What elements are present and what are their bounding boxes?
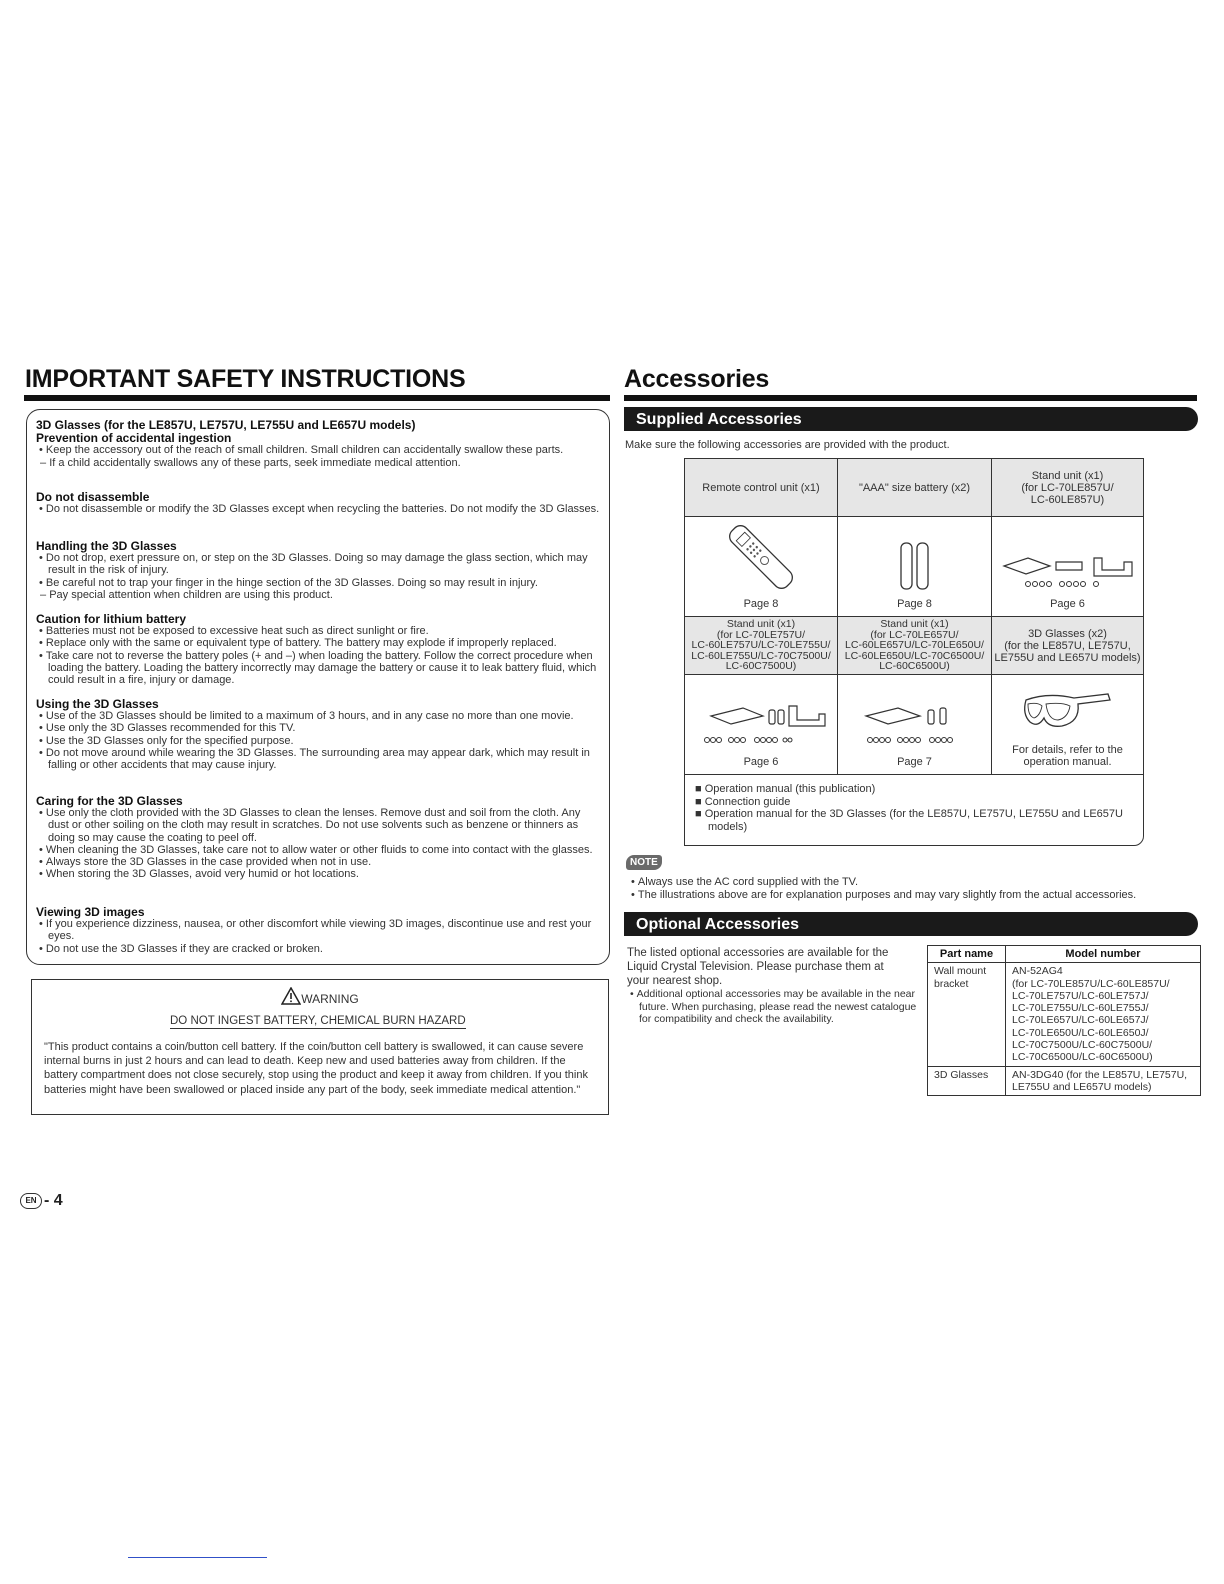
stand-unit-icon	[998, 548, 1138, 592]
accessory-name: 3D Glasses (x2) (for the LE857U, LE757U, LE755U and LE657U models)	[992, 617, 1143, 675]
optional-bullet: • Additional optional accessories may be available in the near future. When purchasing, please read the newest catalogue for compatibility and check the availability.	[627, 988, 919, 1026]
warning-subtitle: DO NOT INGEST BATTERY, CHEMICAL BURN HAZARD	[170, 1015, 466, 1027]
optional-intro: The listed optional accessories are available for the Liquid Crystal Television. Please purchase them at your nearest shop.	[627, 947, 889, 987]
list-item: • Use only the cloth provided with the 3D Glasses to clean the lenses. Remove dust and soil from the cloth. Any dust or other soiling on the cloth may result in scratches. Do not use solvents such as benzene or thinners as doing so may cause the coating to peel off.	[36, 807, 600, 844]
accessory-page-ref: For details, refer to the operation manual.	[1012, 744, 1123, 768]
accessory-list	[695, 783, 1135, 833]
table-row	[928, 963, 1201, 1066]
list-item: • Use the 3D Glasses only for the specified purpose.	[36, 735, 600, 747]
section-title: Caution for lithium battery	[36, 612, 186, 626]
list-item: • Keep the accessory out of the reach of small children. Small children can accidentally swallow these parts.	[36, 444, 600, 456]
list-item: ■ Operation manual for the 3D Glasses (for the LE857U, LE757U, LE755U and LE657U models)	[695, 808, 1135, 833]
column-header: Part name	[928, 946, 1006, 963]
list-item: • Do not drop, exert pressure on, or step on the 3D Glasses. Doing so may damage the glass section, which may result in the risk of injury.	[36, 552, 600, 576]
accessory-name: Stand unit (x1) (for LC-70LE857U/ LC-60LE857U)	[992, 459, 1143, 517]
list-item: ■ Connection guide	[695, 796, 1135, 809]
footer-line	[128, 1557, 267, 1558]
safety-section-using	[36, 698, 600, 771]
safety-section-viewing	[36, 906, 600, 955]
list-item: • If you experience dizziness, nausea, or other discomfort while viewing 3D images, discontinue use and rest your eyes.	[36, 918, 600, 942]
table-row	[928, 1066, 1201, 1096]
column-header: Model number	[1006, 946, 1201, 963]
list-item: • Be careful not to trap your finger in the hinge section of the 3D Glasses. Doing so may result in injury.	[36, 577, 600, 589]
accessory-page-ref: Page 6	[1050, 598, 1085, 610]
list-item: • Replace only with the same or equivalent type of battery. The battery may explode if improperly replaced.	[36, 637, 600, 649]
optional-accessories-header: Optional Accessories	[624, 912, 1198, 936]
safety-section-lithium	[36, 613, 600, 686]
title-rule	[24, 395, 610, 401]
warning-heading	[31, 987, 609, 1006]
list-item: • When storing the 3D Glasses, avoid very humid or hot locations.	[36, 868, 600, 880]
accessory-page-ref: Page 6	[743, 756, 779, 768]
list-item: • Do not move around while wearing the 3D Glasses. The surrounding area may appear dark, which may result in falling or other accidents that may cause injury.	[36, 747, 600, 771]
section-title: Caring for the 3D Glasses	[36, 794, 183, 808]
safety-section-caring	[36, 795, 600, 880]
battery-icon	[898, 540, 932, 592]
accessory-image-cell	[685, 675, 838, 775]
sub-list-item: – If a child accidentally swallows any of these parts, seek immediate medical attention.	[40, 456, 461, 469]
note-item: • The illustrations above are for explanation purposes and may vary slightly from the actual accessories.	[628, 889, 1188, 902]
note-badge: NOTE	[626, 855, 662, 870]
page-number: - 4	[44, 1192, 63, 1209]
sub-list-item: – Pay special attention when children are using this product.	[40, 588, 333, 601]
table-header-row	[928, 946, 1201, 963]
supplied-intro: Make sure the following accessories are provided with the product.	[625, 439, 950, 451]
section-title: Using the 3D Glasses	[36, 697, 159, 711]
accessory-name: "AAA" size battery (x2)	[838, 459, 992, 517]
supplied-accessories-header: Supplied Accessories	[624, 407, 1198, 431]
model-number-cell: AN-3DG40 (for the LE857U, LE757U, LE755U and LE657U models)	[1006, 1066, 1201, 1096]
accessory-image-cell	[838, 675, 992, 775]
accessories-page-title: Accessories	[624, 365, 770, 393]
accessory-image-cell	[992, 517, 1143, 617]
title-rule	[624, 395, 1197, 401]
model-number-cell: AN-52AG4 (for LC-70LE857U/LC-60LE857U/ LC-70LE757U/LC-60LE757J/ LC-70LE755U/LC-60LE755J/ LC-70LE657U/LC-60LE657J/ LC-70LE650U/LC-60LE650J/ LC-70C7500U/LC-60C7500U/ LC-70C6500U/LC-60C6500U)	[1006, 963, 1201, 1066]
accessory-page-ref: Page 7	[897, 756, 932, 768]
accessory-grid	[684, 458, 1144, 846]
list-item: • Always store the 3D Glasses in the case provided when not in use.	[36, 856, 600, 868]
list-item: ■ Operation manual (this publication)	[695, 783, 1135, 796]
section-title: Viewing 3D images	[36, 905, 145, 919]
list-item: • Batteries must not be exposed to excessive heat such as direct sunlight or fire.	[36, 625, 600, 637]
list-item: • Do not use the 3D Glasses if they are cracked or broken.	[36, 943, 600, 955]
optional-accessories-table	[927, 945, 1201, 1096]
3d-glasses-icon	[1018, 688, 1118, 738]
safety-page-title: IMPORTANT SAFETY INSTRUCTIONS	[25, 365, 466, 393]
accessory-name: Stand unit (x1) (for LC-70LE657U/ LC-60LE657U/LC-70LE650U/ LC-60LE650U/LC-70C6500U/ LC-60C6500U)	[838, 617, 992, 675]
list-item: • Use only the 3D Glasses recommended for this TV.	[36, 722, 600, 734]
note-list	[628, 876, 1188, 901]
section-title: Do not disassemble	[36, 490, 150, 504]
part-name-cell: 3D Glasses	[928, 1066, 1006, 1096]
remote-control-icon	[726, 522, 796, 592]
part-name-cell: Wall mount bracket	[928, 963, 1006, 1066]
section-title: Handling the 3D Glasses	[36, 539, 177, 553]
accessory-page-ref: Page 8	[743, 598, 779, 610]
accessory-page-ref: Page 8	[897, 598, 932, 610]
list-item: • When cleaning the 3D Glasses, take care not to allow water or other fluids to come into contact with the glasses.	[36, 844, 600, 856]
safety-box-title: 3D Glasses (for the LE857U, LE757U, LE755U and LE657U models)	[36, 418, 416, 432]
language-badge: EN	[20, 1193, 42, 1209]
page-footer	[20, 1192, 63, 1210]
safety-section-ingestion	[36, 419, 600, 469]
list-item: • Use of the 3D Glasses should be limited to a maximum of 3 hours, and in any case no more than one movie.	[36, 710, 600, 722]
list-item: • Take care not to reverse the battery poles (+ and –) when loading the battery. Follow the correct procedure when loading the battery. Loading the battery incorrectly may damage the battery or cause it to leak battery fluid, which could result in a fire, injury or damage.	[36, 650, 600, 687]
stand-unit-icon	[691, 700, 831, 750]
stand-unit-icon	[860, 700, 970, 750]
accessory-name: Remote control unit (x1)	[685, 459, 838, 517]
accessory-image-cell	[838, 517, 992, 617]
accessory-name: Stand unit (x1) (for LC-70LE757U/ LC-60LE757U/LC-70LE755U/ LC-60LE755U/LC-70C7500U/ LC-60C7500U)	[685, 617, 838, 675]
note-item: • Always use the AC cord supplied with the TV.	[628, 876, 1188, 889]
safety-section-handling	[36, 540, 600, 601]
accessory-image-cell	[685, 517, 838, 617]
list-item: • Do not disassemble or modify the 3D Glasses except when recycling the batteries. Do not modify the 3D Glasses.	[36, 503, 600, 515]
safety-section-disassemble	[36, 491, 600, 515]
warning-body: "This product contains a coin/button cell battery. If the coin/button cell battery is swallowed, it can cause severe internal burns in just 2 hours and can lead to death. Keep new and used batteries away from children. If the battery compartment does not close securely, stop using the product and keep it away from children. If you think batteries might have been swallowed or placed inside any part of the body, seek immediate medical attention."	[44, 1041, 588, 1096]
warning-triangle-icon	[281, 987, 301, 1005]
section-title: Prevention of accidental ingestion	[36, 431, 232, 446]
accessory-image-cell	[992, 675, 1143, 775]
warning-label: WARNING	[301, 992, 359, 1006]
